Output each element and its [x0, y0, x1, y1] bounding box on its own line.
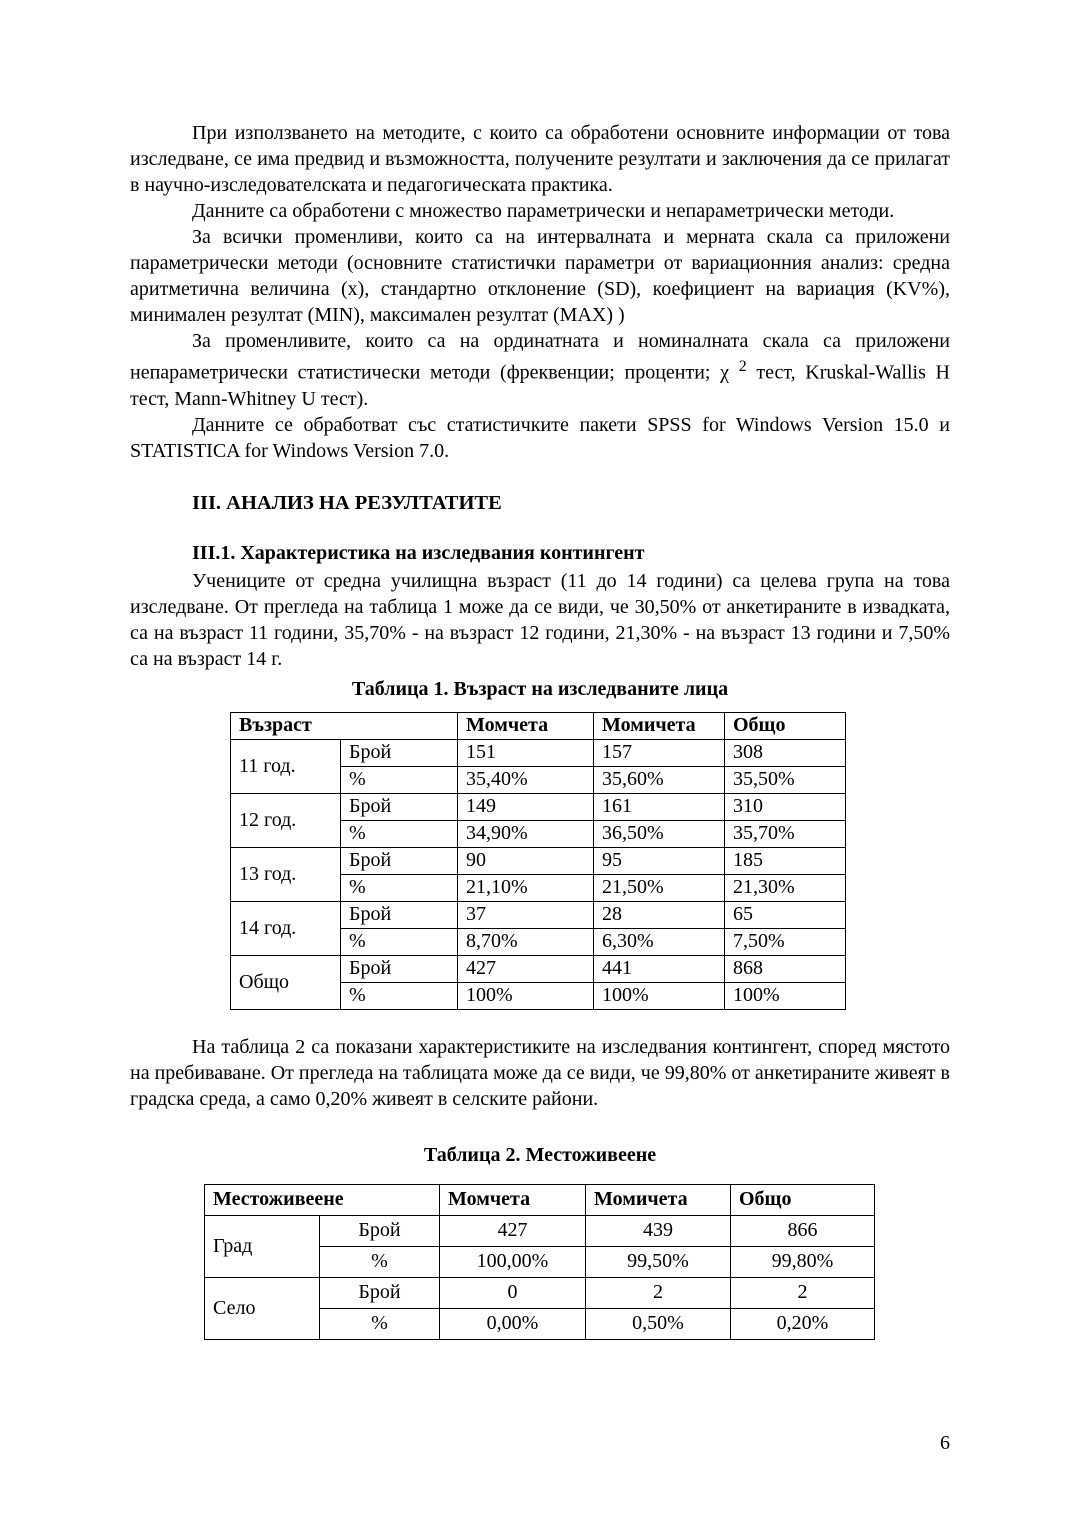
header-cell: Общо — [725, 712, 846, 739]
cell: 100,00% — [440, 1246, 586, 1277]
paragraph-parametric-methods: За всички променливи, които са на интервалната и мерната скала са приложени параметрически методи (основните статистички параметри от вариационния анализ: средна аритметична величина (х), стандартно отклонение (SD), коефициент на вариация (KV%), минимален резултат (MIN), максимален резултат (MAX) ) — [130, 226, 950, 326]
paragraph-data-processing: Данните са обработени с множество параметрически и непараметрически методи. — [192, 200, 895, 222]
row-sublabel: % — [341, 874, 458, 901]
table-header-row — [231, 712, 846, 739]
row-sublabel: % — [341, 982, 458, 1009]
section-heading-analysis: III. АНАЛИЗ НА РЕЗУЛТАТИТЕ — [192, 491, 502, 514]
row-group-label: 14 год. — [231, 901, 341, 955]
cell: 0,00% — [440, 1308, 586, 1339]
cell: 308 — [725, 739, 846, 766]
cell: 161 — [594, 793, 725, 820]
cell: 95 — [594, 847, 725, 874]
cell: 7,50% — [725, 928, 846, 955]
cell: 35,60% — [594, 766, 725, 793]
header-cell: Местоживеене — [205, 1184, 440, 1215]
cell: 151 — [458, 739, 594, 766]
cell: 310 — [725, 793, 846, 820]
row-sublabel: % — [320, 1308, 440, 1339]
cell: 185 — [725, 847, 846, 874]
table-row — [205, 1215, 875, 1246]
cell: 65 — [725, 901, 846, 928]
header-cell: Момчета — [458, 712, 594, 739]
cell: 35,50% — [725, 766, 846, 793]
cell: 439 — [586, 1215, 731, 1246]
table-age — [230, 712, 846, 1010]
cell: 2 — [731, 1277, 875, 1308]
row-sublabel: % — [341, 766, 458, 793]
cell: 21,30% — [725, 874, 846, 901]
row-group-label: 11 год. — [231, 739, 341, 793]
cell: 100% — [458, 982, 594, 1009]
cell: 157 — [594, 739, 725, 766]
row-sublabel: Брой — [341, 901, 458, 928]
row-sublabel: Брой — [341, 793, 458, 820]
cell: 34,90% — [458, 820, 594, 847]
row-sublabel: % — [320, 1246, 440, 1277]
cell: 427 — [458, 955, 594, 982]
header-cell: Момичета — [594, 712, 725, 739]
paragraph-part: тест, Kruskal-Wallis H тест, Mann-Whitney U тест). — [130, 361, 950, 410]
cell: 0,20% — [731, 1308, 875, 1339]
header-cell: Момичета — [586, 1184, 731, 1215]
cell: 2 — [586, 1277, 731, 1308]
table2-caption: Таблица 2. Местоживеене — [423, 1143, 657, 1166]
cell: 868 — [725, 955, 846, 982]
cell: 90 — [458, 847, 594, 874]
cell: 0 — [440, 1277, 586, 1308]
chi-square-superscript: 2 — [738, 358, 747, 375]
cell: 427 — [440, 1215, 586, 1246]
cell: 866 — [731, 1215, 875, 1246]
table-residence — [204, 1184, 875, 1340]
paragraph-methods-application: При използването на методите, с които са обработени основните информации от това изследване, се има предвид и възможността, получените резултати и заключения да се прилагат в научно-изследователската и педагогическата практика. — [130, 122, 950, 196]
row-sublabel: Брой — [320, 1277, 440, 1308]
table-row — [231, 739, 846, 766]
table-row — [231, 847, 846, 874]
row-group-label: Град — [205, 1215, 320, 1277]
row-group-label: 12 год. — [231, 793, 341, 847]
text-block — [130, 120, 950, 1340]
table1-caption: Таблица 1. Възраст на изследваните лица — [351, 677, 729, 700]
cell: 441 — [594, 955, 725, 982]
row-sublabel: % — [341, 820, 458, 847]
cell: 21,50% — [594, 874, 725, 901]
row-group-label: Село — [205, 1277, 320, 1339]
paragraph-part: За променливите, които са на ординатната и номиналната скала са приложени непараметрически статистически методи (фреквенции; проценти; χ — [130, 330, 950, 384]
cell: 99,80% — [731, 1246, 875, 1277]
table-header-row — [205, 1184, 875, 1215]
cell: 37 — [458, 901, 594, 928]
page-number: 6 — [940, 1432, 950, 1454]
cell: 36,50% — [594, 820, 725, 847]
cell: 99,50% — [586, 1246, 731, 1277]
cell: 100% — [725, 982, 846, 1009]
cell: 6,30% — [594, 928, 725, 955]
header-cell: Момчета — [440, 1184, 586, 1215]
row-sublabel: Брой — [341, 847, 458, 874]
cell: 21,10% — [458, 874, 594, 901]
paragraph-residence-description: На таблица 2 са показани характеристиките на изследвания контингент, според мястото на пребиваване. От прегледа на таблицата може да се види, че 99,80% от анкетираните живеят в градска среда, а само 0,20% живеят в селските райони. — [130, 1035, 950, 1110]
cell: 0,50% — [586, 1308, 731, 1339]
header-cell: Общо — [731, 1184, 875, 1215]
cell: 8,70% — [458, 928, 594, 955]
paragraph-age-description: Учениците от средна училищна възраст (11 до 14 години) са целева група на това изследване. От прегледа на таблица 1 може да се види, че 30,50% от анкетираните в извадката, са на възраст 11 години, 35,70% - на възраст 12 години, 21,30% - на възраст 13 години и 7,50% са на възраст 14 г. — [130, 569, 950, 670]
paragraph-software: Данните се обработват със статистичките пакети SPSS for Windows Version 15.0 и STATISTICA for Windows Version 7.0. — [130, 413, 950, 462]
row-group-label: 13 год. — [231, 847, 341, 901]
cell: 35,40% — [458, 766, 594, 793]
paragraph-nonparametric-methods — [130, 328, 950, 412]
table-row — [231, 901, 846, 928]
cell: 28 — [594, 901, 725, 928]
table-row — [205, 1277, 875, 1308]
cell: 35,70% — [725, 820, 846, 847]
subsection-heading-contingent: III.1. Характеристика на изследвания контингент — [192, 541, 645, 564]
row-sublabel: % — [341, 928, 458, 955]
cell: 100% — [594, 982, 725, 1009]
header-cell: Възраст — [231, 712, 458, 739]
row-group-label: Общо — [231, 955, 341, 1009]
row-sublabel: Брой — [320, 1215, 440, 1246]
cell: 149 — [458, 793, 594, 820]
row-sublabel: Брой — [341, 955, 458, 982]
table-row — [231, 955, 846, 982]
table-row — [231, 793, 846, 820]
row-sublabel: Брой — [341, 739, 458, 766]
